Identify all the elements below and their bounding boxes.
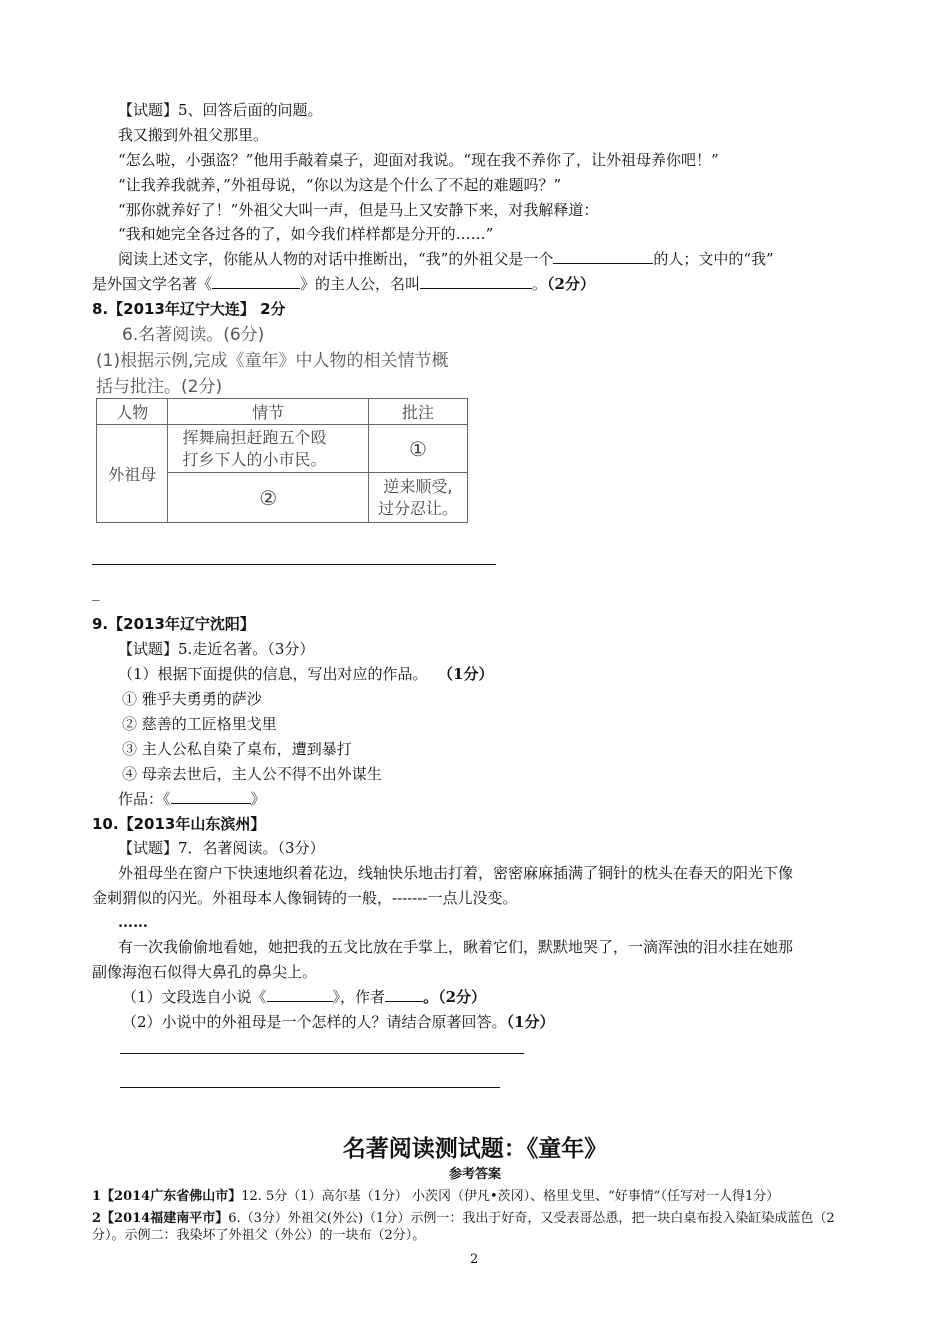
q8-scan-title: 6.名著阅读。(6分): [122, 325, 265, 345]
q9-item-2: ② 慈善的工匠格里戈里: [122, 715, 277, 733]
q10-para-2-a: 有一次我偷偷地看她，她把我的五戈比放在手掌上，瞅着它们，默默地哭了，一滴浑浊的泪水挂在她那: [118, 938, 794, 956]
q8-plot-cell-2: ②: [168, 473, 368, 523]
q10-heading: 10.【2013年山东滨州】: [92, 815, 266, 833]
q9-line-2-score: （1分）: [445, 665, 494, 683]
q10-para-1-a: 外祖母坐在窗户下快速地织着花边，线轴快乐地击打着，密密麻麻插满了铜针的枕头在春天的阳光下像: [118, 864, 794, 882]
q8-person-cell: 外祖母: [97, 425, 168, 523]
q9-line-1: 【试题】5.走近名著。（3分）: [118, 640, 315, 658]
q5-question-text-b: 的人；文中的“我”: [653, 250, 774, 268]
q9-line-2-text: （1）根据下面提供的信息，写出对应的作品。: [118, 665, 428, 683]
q5-line-2: 我又搬到外祖父那里。: [118, 126, 269, 144]
page-number: 2: [470, 1252, 479, 1267]
q10-sub-2-score: （1分）: [506, 1013, 555, 1031]
q5-question-line: [118, 249, 774, 269]
q5-blank-grandfather[interactable]: [553, 249, 653, 264]
q8-plot-cell-1: [168, 425, 368, 473]
q10-ellipsis: ……: [118, 913, 148, 931]
answers-subtitle: 参考答案: [448, 1167, 501, 1182]
q8-col-person: 人物: [97, 399, 168, 425]
answer-2-continued: 分）。示例二：我染坏了外祖父（外公）的一块布（2分）。: [92, 1228, 426, 1243]
q5-blank-book[interactable]: [212, 274, 300, 289]
q9-item-3: ③ 主人公私自染了桌布，遭到暴打: [122, 740, 352, 758]
answer-1-source: 1【2014广东省佛山市】: [92, 1189, 242, 1204]
q5-line-3: “怎么啦，小强盗？”他用手敲着桌子，迎面对我说。“现在我不养你了，让外祖母养你吧！”: [118, 151, 719, 169]
q9-item-1: ① 雅乎夫勇勇的萨沙: [122, 690, 262, 708]
q8-note-cell-1: ①: [368, 425, 467, 473]
q8-mark: _: [92, 583, 100, 601]
q10-sub-1-text-a: （1）文段选自小说《: [122, 988, 267, 1006]
q5-question-text-c: 是外国文学名著《: [92, 275, 213, 293]
q9-answer-label: 作品：《: [118, 790, 171, 808]
q9-answer-close: 》: [250, 790, 266, 808]
q10-sub-1-text-b: 》，作者: [332, 988, 386, 1006]
q5-question-text-a: 阅读上述文字，你能从人物的对话中推断出，“我”的外祖父是一个: [118, 250, 554, 268]
q9-heading: 9.【2013年辽宁沈阳】: [92, 615, 255, 633]
q8-scanned-image: [92, 318, 492, 528]
q5-blank-name[interactable]: [420, 274, 532, 289]
q5-line-5: “那你就养好了！”外祖父大叫一声，但是马上又安静下来，对我解释道：: [118, 201, 599, 219]
answer-2: [92, 1210, 835, 1228]
q8-plot-1-line-b: 打乡下人的小市民。: [182, 449, 327, 469]
q8-character-table: [96, 398, 468, 523]
answer-1-text: 12. 5分（1）高尔基（1分） 小茨冈（伊凡•茨冈）、格里戈里、“好事情”（任写对一人得1分）: [241, 1189, 780, 1204]
q9-answer-line: [118, 789, 266, 809]
q10-blank-author[interactable]: [385, 987, 423, 1002]
q10-answer-line-2[interactable]: [120, 1087, 500, 1088]
q10-sub-1-score: 。（2分）: [423, 988, 486, 1006]
q8-note-cell-2: [368, 473, 467, 523]
q10-para-1-b: 金刺猬似的闪光。外祖母本人像铜铸的一般，-------一点儿没变。: [92, 889, 518, 907]
q8-scan-line-2: 括与批注。(2分): [96, 377, 223, 397]
q8-plot-1-line-a: 挥舞扁担赶跑五个殴: [182, 427, 327, 447]
answers-title: 名著阅读测试题：《童年》: [342, 1136, 608, 1162]
q5-line-4: “让我养我就养，”外祖母说，“你以为这是个什么了不起的难题吗？”: [118, 176, 562, 194]
answer-2-text: 6.（3分）外祖父(外公)（1分）示例一：我出于好奇，又受表哥怂恿，把一块白桌布投入染缸染成蓝色（2: [228, 1211, 835, 1226]
q10-answer-line-1[interactable]: [120, 1053, 524, 1054]
q8-note-2-line-b: 过分忍让。: [377, 498, 458, 518]
q10-sub-2: [122, 1012, 554, 1032]
q10-line-1: 【试题】7．名著阅读。（3分）: [118, 839, 325, 857]
q10-sub-2-text: （2）小说中的外祖母是一个怎样的人？请结合原著回答。: [122, 1013, 507, 1031]
q10-blank-novel[interactable]: [267, 987, 333, 1002]
q5-score: （2分）: [547, 275, 595, 293]
q5-line-6: “我和她完全各过各的了，如今我们样样都是分开的……”: [118, 225, 494, 243]
q9-line-2: [118, 664, 493, 684]
answer-2-source: 2【2014福建南平市】: [92, 1211, 229, 1226]
q10-para-2-b: 副像海泡石似得大鼻孔的鼻尖上。: [92, 963, 318, 981]
q8-col-plot: 情节: [168, 399, 368, 425]
answer-1: [92, 1188, 779, 1206]
q9-item-4: ④ 母亲去世后，主人公不得不出外谋生: [122, 765, 382, 783]
q8-heading: 8.【2013年辽宁大连】 2分: [92, 300, 286, 318]
q5-question-text-e: 。: [532, 275, 548, 293]
q8-note-2-line-a: 逆来顺受,: [383, 476, 453, 496]
q10-sub-1: [122, 987, 486, 1007]
q8-answer-line[interactable]: [92, 564, 496, 565]
q8-scan-line-1: (1)根据示例,完成《童年》中人物的相关情节概: [96, 351, 449, 371]
q5-question-line-2: [92, 274, 595, 294]
q5-line-1: 【试题】5、回答后面的问题。: [118, 101, 323, 119]
q5-question-text-d: 》的主人公，名叫: [300, 275, 421, 293]
q9-blank-work[interactable]: [171, 789, 251, 804]
q8-col-note: 批注: [368, 399, 467, 425]
